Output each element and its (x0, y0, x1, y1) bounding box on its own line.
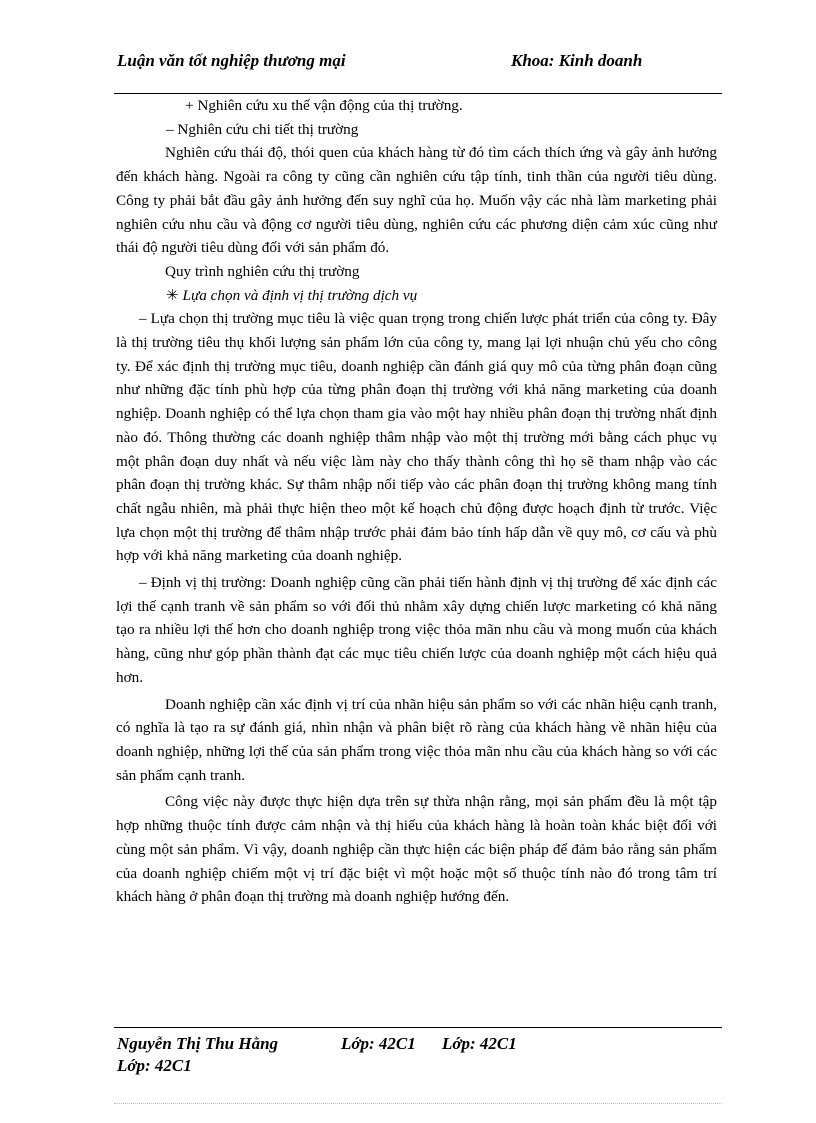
section-heading-market-selection (116, 284, 717, 308)
paragraph-brand-position: Doanh nghiệp cần xác định vị trí của nhãn hiệu sản phẩm so với các nhãn hiệu cạnh tranh, có nghĩa là tạo ra sự đánh giá, nhìn nhận và phân biệt rõ ràng của khách hàng về nhãn hiệu của doanh nghiệp, những lợi thế của sản phẩm trong việc thỏa mãn nhu cầu của khách hàng so với các sản phẩm cạnh tranh. (116, 695, 717, 784)
header-faculty: Khoa: Kinh doanh (511, 51, 643, 70)
header-thesis-title: Luận văn tốt nghiệp thương mại (117, 51, 346, 70)
footer-line (117, 1034, 517, 1054)
footer-class-1: Lớp: 42C1 (341, 1034, 416, 1053)
page-bottom-dotted-line (114, 1103, 722, 1104)
footer-class-2: Lớp: 42C1 (442, 1034, 517, 1053)
paragraph-product-attributes: Công việc này được thực hiện dựa trên sự thừa nhận rằng, mọi sản phẩm đều là một tập hợp những thuộc tính được cảm nhận và thị hiếu của khách hàng là hoàn toàn khác biệt đối với cùng một sản phẩm. Vì vậy, doanh nghiệp cần thực hiện các biện pháp để đảm bảo rằng sản phẩm của doanh nghiệp chiếm một vị trí đặc biệt vì một hoặc một số thuộc tính nào đó trong tâm trí khách hàng ở phân đoạn thị trường mà doanh nghiệp hướng đến. (116, 793, 717, 906)
section-heading-text: Lựa chọn và định vị thị trường dịch vụ (182, 286, 418, 304)
paragraph-target-market: – Lựa chọn thị trường mục tiêu là việc quan trọng trong chiến lược phát triển của công ty. Đây là thị trường tiêu thụ khối lượng sản phẩm lớn của công ty, mang lại lợi nhuận chủ yếu cho công ty. Để xác định thị trường mục tiêu, doanh nghiệp cần đánh giá quy mô của từng phân đoạn cũng như những đặc tính phù hợp của từng phân đoạn thị trường với khả năng marketing của doanh nghiệp. Doanh nghiệp có thể lựa chọn tham gia vào một hay nhiều phân đoạn thị trường nhất định nào đó. Thông thường các doanh nghiệp thâm nhập vào một thị trường mới bằng cách phục vụ một phân đoạn duy nhất và nếu việc làm này cho thấy thành công thì họ sẽ tham nhập vào các phân đoạn thị trường khác. Sự thâm nhập nối tiếp vào các phân đoạn thị trường không mang tính chất ngẫu nhiên, mà phải thực hiện theo một kế hoạch chủ động được hoạch định từ trước. Việc lựa chọn một thị trường để thâm nhập trước phải đảm bảo tính hấp dẫn về quy mô, cơ cấu và phù hợp với khả năng marketing của doanh nghiệp. (116, 310, 717, 565)
footer-author: Nguyễn Thị Thu Hằng (117, 1034, 279, 1053)
paragraph-customer-attitude: Nghiên cứu thái độ, thói quen của khách hàng từ đó tìm cách thích ứng và gây ảnh hưởng đến khách hàng. Ngoài ra công ty cũng cần nghiên cứu tập tính, tinh thần của người tiêu dùng. Công ty phải bắt đầu gây ảnh hưởng đến suy nghĩ của họ. Muốn vậy các nhà làm marketing phải nghiên cứu nhu cầu và động cơ người tiêu dùng, nghiên cứu các phương diện cảm xúc cũng như thái độ người tiêu dùng đối với sản phẩm đó. (116, 144, 717, 257)
footer-rule (114, 1027, 722, 1028)
paragraph-market-positioning: – Định vị thị trường: Doanh nghiệp cũng cần phải tiến hành định vị thị trường để xác định các lợi thế cạnh tranh về sản phẩm so với đối thủ nhằm xây dựng chiến lược marketing có khả năng tạo ra nhiều lợi thế hơn cho doanh nghiệp trong việc thỏa mãn nhu cầu và mong muốn của khách hàng, cũng như góp phần thành đạt các mục tiêu chiến lược của doanh nghiệp một cách hiệu quả hơn. (116, 574, 717, 686)
paragraph-trend-research: + Nghiên cứu xu thế vận động của thị trường. (185, 97, 463, 114)
document-body (116, 94, 717, 909)
paragraph-research-process: Quy trình nghiên cứu thị trường (165, 262, 360, 280)
footer-class-3: Lớp: 42C1 (117, 1056, 192, 1075)
paragraph-detail-research: – Nghiên cứu chi tiết thị trường (166, 120, 359, 138)
asterisk-bullet-icon: ✳ (166, 286, 179, 304)
